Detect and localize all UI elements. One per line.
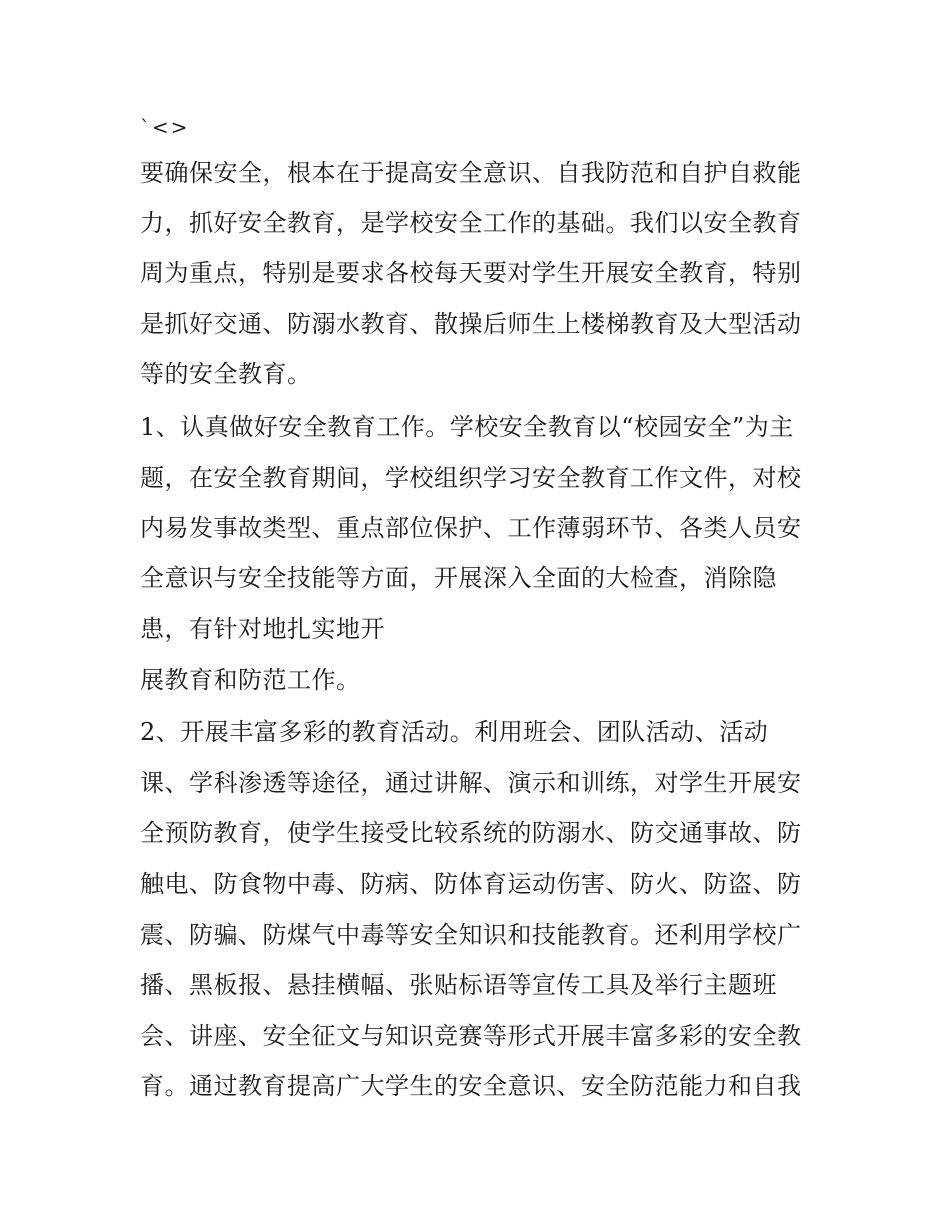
paragraph-1-line-2: 力，抓好安全教育，是学校安全工作的基础。我们以安全教育	[140, 209, 802, 237]
paragraph-2-line-6: 展教育和防范工作。	[140, 666, 361, 694]
paragraph-3-line-6: 播、黑板报、悬挂横幅、张贴标语等宣传工具及举行主题班	[140, 971, 777, 999]
paragraph-1-line-3: 周为重点，特别是要求各校每天要对学生开展安全教育，特别	[140, 259, 802, 287]
paragraph-2-line-5: 患，有针对地扎实地开	[140, 615, 385, 643]
paragraph-3-line-1: 2、开展丰富多彩的教育活动。利用班会、团队活动、活动	[140, 718, 769, 746]
paragraph-3-line-4: 触电、防食物中毒、防病、防体育运动伤害、防火、防盗、防	[140, 870, 802, 898]
paragraph-3-line-2: 课、学科渗透等途径，通过讲解、演示和训练，对学生开展安	[140, 769, 802, 797]
paragraph-1-line-4: 是抓好交通、防溺水教育、散操后师生上楼梯教育及大型活动	[140, 310, 802, 338]
paragraph-2-line-1: 1、认真做好安全教育工作。学校安全教育以“校园安全”为主	[140, 413, 794, 441]
paragraph-3-line-5: 震、防骗、防煤气中毒等安全知识和技能教育。还利用学校广	[140, 921, 802, 949]
paragraph-1-line-1: 要确保安全，根本在于提高安全意识、自我防范和自护自救能	[140, 159, 802, 187]
paragraph-2-line-4: 全意识与安全技能等方面，开展深入全面的大检查，消除隐	[140, 564, 777, 592]
paragraph-3-line-3: 全预防教育，使学生接受比较系统的防溺水、防交通事故、防	[140, 819, 802, 847]
paragraph-3-line-8: 育。通过教育提高广大学生的安全意识、安全防范能力和自我	[140, 1072, 802, 1100]
paragraph-1-line-5: 等的安全教育。	[140, 360, 312, 388]
paragraph-2-line-3: 内易发事故类型、重点部位保护、工作薄弱环节、各类人员安	[140, 514, 802, 542]
paragraph-2-line-2: 题，在安全教育期间，学校组织学习安全教育工作文件，对校	[140, 464, 802, 492]
header-mark: `<>	[140, 115, 190, 139]
paragraph-3-line-7: 会、讲座、安全征文与知识竞赛等形式开展丰富多彩的安全教	[140, 1022, 802, 1050]
